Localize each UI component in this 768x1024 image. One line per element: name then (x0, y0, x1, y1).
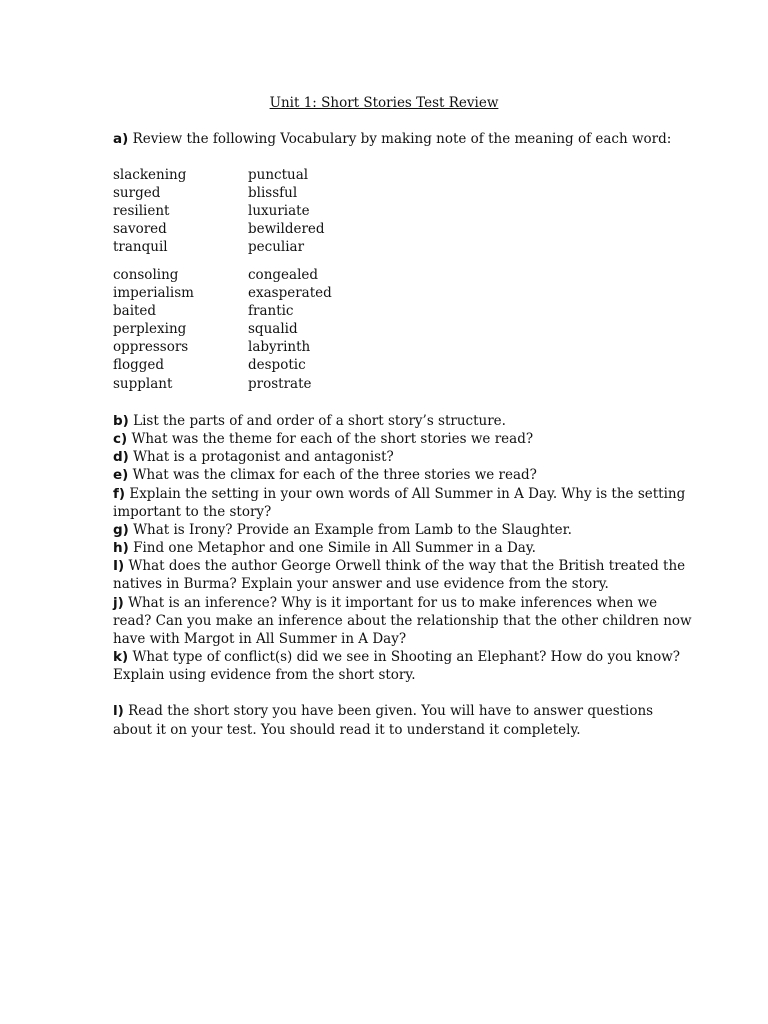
question-item (113, 448, 673, 466)
vocab-word: resilient (113, 203, 170, 220)
item-letter: j) (113, 594, 124, 611)
question-item (113, 485, 686, 521)
vocab-word: peculiar (248, 239, 305, 256)
vocab-word: exasperated (248, 285, 332, 302)
item-text: about it on your test. You should read it to understand it completely. (113, 721, 581, 738)
vocab-word: labyrinth (248, 339, 311, 356)
item-letter: c) (113, 431, 128, 448)
item-text: Find one Metaphor and one Simile in All Summer in a Day. (128, 540, 536, 557)
vocab-word: imperialism (113, 285, 194, 302)
item-text: read? Can you make an inference about the relationship that the other children now (113, 612, 692, 629)
item-text: have with Margot in All Summer in A Day? (113, 630, 407, 647)
vocab-word: frantic (248, 303, 294, 320)
item-letter: h) (113, 540, 129, 557)
item-text: List the parts of and order of a short story’s structure. (128, 413, 506, 429)
question-item (113, 430, 673, 448)
item-letter: e) (113, 467, 129, 484)
item-letter: k) (113, 649, 129, 666)
vocab-column-left (113, 266, 194, 393)
vocab-word: savored (113, 221, 167, 238)
item-text: What was the climax for each of the three stories we read? (128, 467, 537, 484)
vocab-word: baited (113, 303, 157, 320)
item-text: Explain using evidence from the short story. (113, 667, 416, 684)
vocab-word: consoling (113, 267, 179, 283)
vocab-word: congealed (248, 267, 319, 283)
item-text: Read the short story you have been given. You will have to answer questions (123, 703, 654, 719)
vocab-word: punctual (248, 167, 309, 183)
page-title: Unit 1: Short Stories Test Review (269, 95, 499, 111)
item-letter: g) (113, 521, 129, 538)
item-letter: d) (113, 449, 129, 466)
vocab-word: squalid (248, 321, 298, 338)
vocab-instruction (113, 130, 671, 148)
item-text: important to the story? (113, 503, 272, 520)
vocab-word: oppressors (113, 339, 189, 356)
question-item (113, 557, 686, 593)
item-text: What does the author George Orwell think of the way that the British treated the (124, 558, 686, 575)
vocab-word: luxuriate (248, 203, 310, 220)
item-text: What type of conflict(s) did we see in Shooting an Elephant? How do you know? (128, 649, 680, 666)
vocab-word: supplant (113, 375, 173, 392)
item-letter: l) (113, 703, 124, 719)
question-item (113, 466, 673, 484)
item-text: Review the following Vocabulary by making note of the meaning of each word: (128, 131, 672, 147)
item-text: What is a protagonist and antagonist? (128, 449, 394, 466)
vocab-word: flogged (113, 357, 165, 374)
question-item (113, 412, 673, 430)
item-letter: f) (113, 485, 126, 502)
vocab-column-right (248, 166, 325, 256)
item-text: What was the theme for each of the short stories we read? (127, 431, 534, 448)
question-item (113, 539, 673, 557)
vocab-column-left (113, 166, 186, 256)
item-text: What is Irony? Provide an Example from Lamb to the Slaughter. (128, 521, 572, 538)
vocab-word: blissful (248, 185, 298, 202)
vocab-word: despotic (248, 357, 306, 374)
vocab-word: surged (113, 185, 161, 202)
question-list (113, 412, 692, 684)
question-item (113, 648, 680, 684)
question-item (113, 594, 692, 648)
vocab-word: slackening (113, 167, 187, 183)
item-letter: a) (113, 131, 129, 147)
final-question (113, 702, 673, 739)
vocab-word: tranquil (113, 239, 168, 256)
question-item (113, 521, 673, 539)
vocab-word: prostrate (248, 375, 312, 392)
item-text: natives in Burma? Explain your answer and use evidence from the story. (113, 576, 609, 593)
item-letter: I) (113, 558, 125, 575)
item-text: Explain the setting in your own words of All Summer in A Day. Why is the setting (125, 485, 686, 502)
item-letter: b) (113, 413, 129, 429)
vocab-word: bewildered (248, 221, 325, 238)
item-text: What is an inference? Why is it important for us to make inferences when we (123, 594, 658, 611)
vocab-word: perplexing (113, 321, 187, 338)
vocab-column-right (248, 266, 332, 393)
